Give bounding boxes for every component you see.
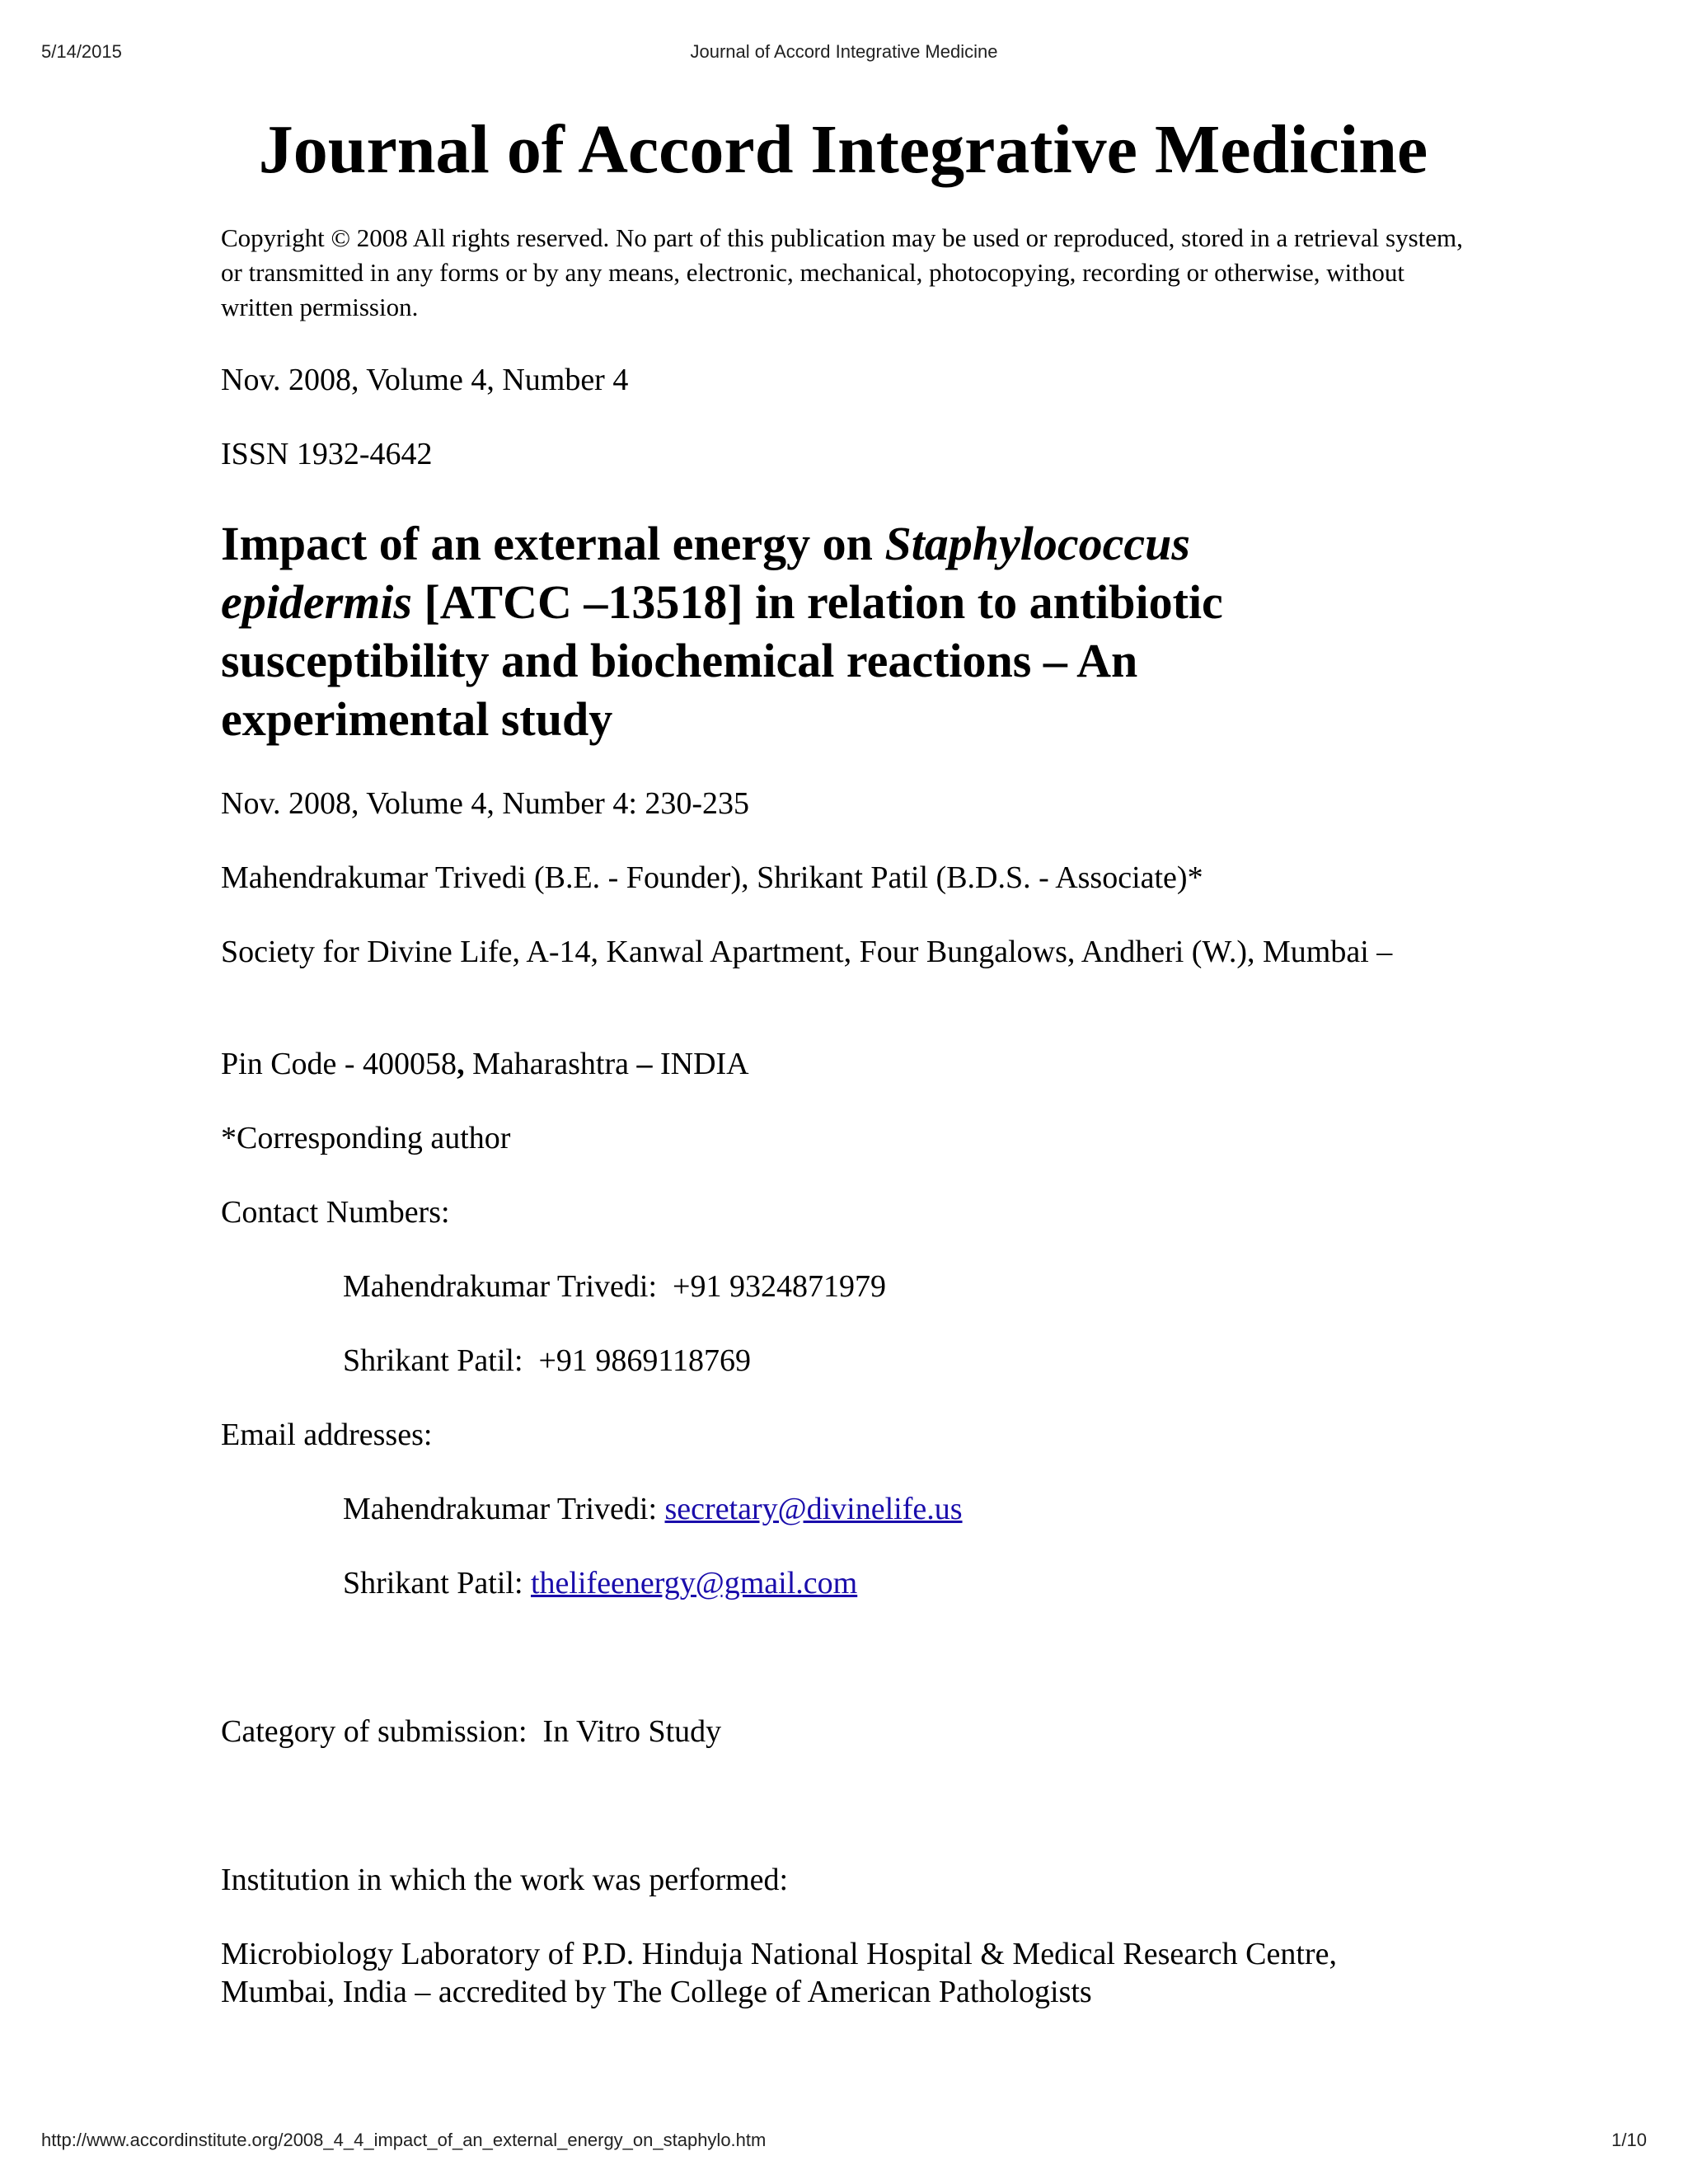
category-of-submission bbox=[221, 1713, 1474, 1750]
contact-row bbox=[343, 1342, 1596, 1380]
pin-comma: , bbox=[457, 1047, 465, 1081]
contact-phone: +91 9324871979 bbox=[673, 1269, 886, 1304]
email-link-patil[interactable]: thelifeenergy@gmail.com bbox=[531, 1566, 858, 1601]
pin-dash: – bbox=[636, 1047, 653, 1081]
contact-phone: +91 9869118769 bbox=[538, 1343, 752, 1378]
author-address: Society for Divine Life, A-14, Kanwal Apartment, Four Bungalows, Andheri (W.), Mumbai – bbox=[221, 935, 1393, 969]
corresponding-author-note: *Corresponding author bbox=[221, 1121, 511, 1155]
article-title-species: Staphylococcus epidermis bbox=[221, 517, 1190, 629]
contact-row bbox=[343, 1268, 1596, 1305]
category-label: Category of submission: bbox=[221, 1714, 528, 1749]
pin-state: Maharashtra bbox=[464, 1047, 637, 1081]
journal-title: Journal of Accord Integrative Medicine bbox=[258, 111, 1428, 188]
print-page-title: Journal of Accord Integrative Medicine bbox=[690, 41, 998, 62]
article-title-part1: Impact of an external energy on bbox=[221, 517, 885, 570]
print-page-number: 1/10 bbox=[1611, 2130, 1647, 2150]
article-title-part2: [ATCC –13518] in relation to antibiotic susceptibility and biochemical reactions – An experimental study bbox=[221, 575, 1223, 746]
institution-heading: Institution in which the work was performed: bbox=[221, 1863, 789, 1897]
issue-info: Nov. 2008, Volume 4, Number 4 bbox=[221, 363, 629, 397]
institution-text: Microbiology Laboratory of P.D. Hinduja National Hospital & Medical Research Centre, Mumbai, India – accredited by The College of American Pathologists bbox=[221, 1937, 1337, 2009]
print-url: http://www.accordinstitute.org/2008_4_4_impact_of_an_external_energy_on_staphylo.htm bbox=[41, 2130, 767, 2150]
contact-name: Shrikant Patil: bbox=[343, 1343, 523, 1378]
contact-numbers-heading: Contact Numbers: bbox=[221, 1195, 450, 1230]
email-link-trivedi[interactable]: secretary@divinelife.us bbox=[664, 1492, 963, 1526]
article-title bbox=[221, 514, 1391, 748]
pin-country: INDIA bbox=[652, 1047, 749, 1081]
email-addresses-heading: Email addresses: bbox=[221, 1418, 433, 1452]
print-header bbox=[0, 41, 1688, 66]
email-name: Shrikant Patil: bbox=[343, 1566, 531, 1601]
print-date: 5/14/2015 bbox=[41, 41, 122, 62]
article-authors: Mahendrakumar Trivedi (B.E. - Founder), Shrikant Patil (B.D.S. - Associate)* bbox=[221, 860, 1203, 895]
issn: ISSN 1932-4642 bbox=[221, 437, 433, 471]
email-name: Mahendrakumar Trivedi: bbox=[343, 1492, 665, 1526]
pin-code-line bbox=[221, 1045, 1474, 1083]
email-row bbox=[343, 1564, 1596, 1602]
contact-name: Mahendrakumar Trivedi: bbox=[343, 1269, 658, 1304]
print-footer bbox=[0, 2130, 1688, 2154]
category-value: In Vitro Study bbox=[542, 1714, 722, 1749]
pin-code: Pin Code - 400058 bbox=[221, 1047, 457, 1081]
article-citation: Nov. 2008, Volume 4, Number 4: 230-235 bbox=[221, 786, 750, 821]
email-row bbox=[343, 1490, 1596, 1528]
copyright-notice: Copyright © 2008 All rights reserved. No part of this publication may be used or reproduced, stored in a retrieval system, or transmitted in any forms or by any means, electronic, mechanical, photocopying, recording or otherwise, without written permission. bbox=[221, 223, 1463, 321]
